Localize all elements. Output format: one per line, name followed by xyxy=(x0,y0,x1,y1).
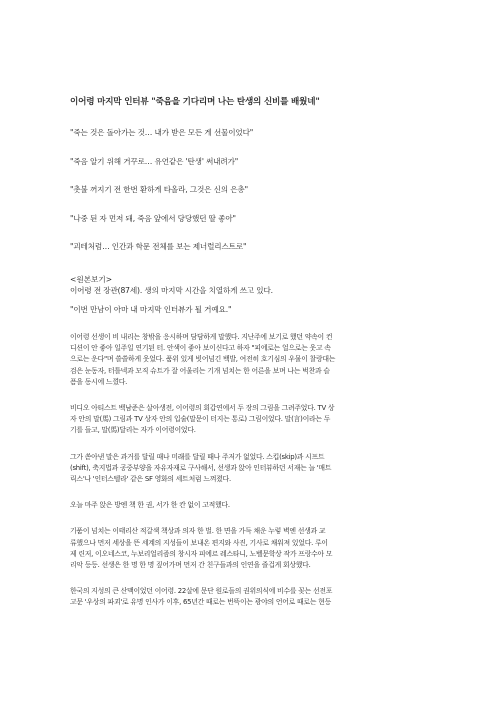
headline-quote-2: "죽음 알기 위해 거꾸로… 유언같은 '탄생' 써내려가" xyxy=(70,156,239,166)
paragraph-line: 자 안의 말(馬) 그림과 TV 상자 안의 입술(말문이 터지는 통로) 그림이었다. 말(言)이라는 두 xyxy=(70,415,331,424)
paragraph-line: 류했으나 먼저 세상을 뜬 세계의 지성들이 보내온 편지와 사진, 기사로 채워져 있었다. 루이 xyxy=(70,538,328,547)
headline-quote-3: "촛불 꺼지기 전 한번 환하게 타올라, 그것은 신의 은총" xyxy=(70,185,248,194)
paragraph-line: 디션이 안 좋아 일주일 연기된 터. 안색이 좋아 보이신다고 하자 "피에로는 얼으로는 웃고 속 xyxy=(70,344,331,353)
paragraph-line: 기를 들고, 말(馬)달리는 자가 이어령이었다. xyxy=(70,426,196,435)
paragraph-2 xyxy=(70,403,430,437)
paragraph-line: 한국의 지성의 큰 산맥이었던 이어령. 22살에 문단 원로들의 권위의식에 비수를 꽂는 선전포 xyxy=(70,587,333,596)
paragraph-line: 리악 등등. 선생은 한 명 한 명 짚어가며 먼저 간 친구들과의 인연을 즐겁게 회상했다. xyxy=(70,561,311,570)
paragraph-line: 고문 '우상의 파괴'로 유명 인사가 이후, 65년간 때로는 번뜩이는 광야의 언어로 때로는 현등 xyxy=(70,598,331,607)
view-original-link[interactable]: <원본보기> xyxy=(70,275,113,284)
headline-quote-1: "죽는 것은 돌아가는 것… 내가 받은 모든 게 선물이었다" xyxy=(70,128,254,137)
paragraph-3 xyxy=(70,452,430,486)
paragraph-line: 으로는 운다"며 쓸쓸하게 웃었다. 품위 있게 빗어넘긴 백발, 여전히 호기심의 우물이 찰랑대는 xyxy=(70,355,336,364)
paragraph-1 xyxy=(70,332,430,388)
paragraph-line: 기품이 넘치는 이태리산 적갈색 책상과 의자 한 벌. 한 면을 가득 채운 누렇 벽엔 선생과 교 xyxy=(70,527,326,536)
paragraph-line: 릭스'나 '인터스텔라' 같은 SF 영화의 세트처럼 느껴졌다. xyxy=(70,475,231,484)
paragraph-line: 검은 눈동자, 터틀넥과 모직 슈트가 잘 어울리는 기개 넘치는 한 어른을 보며 나는 벅찬과 슬 xyxy=(70,366,330,375)
headline-quote-4: "나중 된 자 먼저 돼, 죽음 앞에서 당당했던 딸 좋아" xyxy=(70,213,236,223)
paragraph-line: 이어령 선생이 비 내리는 창밖을 응시하며 담담하게 말했다. 지난주에 보기로 했던 약속이 컨 xyxy=(70,333,333,341)
paragraph-line: 비디오 아티스트 백남준은 살아생전, 이어령의 회갑연에서 두 장의 그림을 그려주었다. TV 상 xyxy=(70,404,335,413)
photo-caption: 이어령 전 장관(87세). 생의 마지막 시간을 치열하게 쓰고 있다. xyxy=(70,286,273,295)
paragraph-line: (shift), 축지법과 공중부양을 자유자재로 구사해서, 선생과 앉아 인터뷰하던 서재는 늘 '매트 xyxy=(70,463,332,472)
paragraph-4 xyxy=(70,500,430,511)
paragraph-line: 제 린저, 이오네스코, 누보리얼리즘의 창시자 피에르 레스타니, 노벨문학상 작가 프랑수아 모 xyxy=(70,549,333,558)
article-title: 이어령 마지막 인터뷰 "죽음을 기다리며 나는 탄생의 신비를 배웠네" xyxy=(70,97,320,107)
paragraph-line: 오늘 마주 앉은 방엔 책 한 권, 서가 한 칸 없이 고적했다. xyxy=(70,501,230,510)
paragraph-line: 픔을 동시에 느꼈다. xyxy=(70,377,128,386)
paragraph-6 xyxy=(70,586,430,608)
headline-quote-5: "괴테처럼… 인간과 학문 전체를 보는 제너럴리스트로" xyxy=(70,242,247,251)
paragraph-line: 그가 쏟아낸 말은 과거를 달릴 때나 미래를 달릴 때나 주저가 없었다. 스킵(skip)과 시프트 xyxy=(70,452,325,461)
article xyxy=(70,96,430,624)
paragraph-5 xyxy=(70,526,430,571)
interview-quote: "이번 만남이 아마 내 마지막 인터뷰가 될 거예요." xyxy=(70,305,232,314)
